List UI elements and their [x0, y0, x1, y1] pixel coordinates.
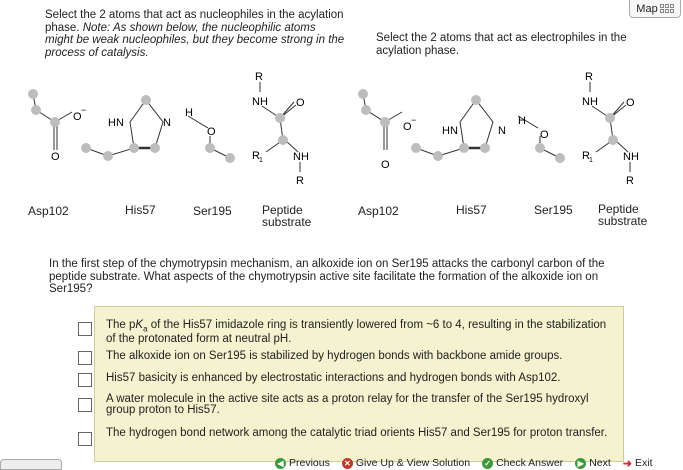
atom-o[interactable]: O: [381, 159, 390, 171]
asp102-left: [28, 89, 86, 163]
atom-dot[interactable]: [28, 89, 38, 99]
atom-dot[interactable]: [275, 113, 285, 123]
option-checkbox[interactable]: [78, 351, 92, 365]
map-button[interactable]: [629, 0, 681, 18]
option-label[interactable]: The alkoxide ion on Ser195 is stabilized by hydrogen bonds with backbone amide groups.: [106, 350, 563, 362]
label-peptide-substrate: Peptide substrate: [598, 202, 648, 228]
label-asp102: Asp102: [358, 204, 399, 218]
atom-dot[interactable]: [31, 105, 41, 115]
label-asp102: Asp102: [28, 204, 69, 218]
atom-dot[interactable]: [278, 135, 288, 145]
atom-nh[interactable]: NH: [623, 151, 639, 163]
atom-n[interactable]: N: [498, 125, 506, 137]
exit-button[interactable]: ➜ Exit: [622, 457, 653, 470]
atom-dot[interactable]: [358, 89, 368, 99]
atom-r1: R: [582, 150, 590, 162]
next-button[interactable]: ▶ Next: [575, 457, 611, 469]
option-label[interactable]: The $pK_a$ of the His57 imidazole ring is transiently lowered from ~6 to 4, resulting in the stabilization of the protonated form at neutral pH.: [106, 319, 607, 346]
label-his57: His57: [125, 203, 156, 217]
atom-dot[interactable]: [433, 151, 443, 161]
give-up-button[interactable]: ✕ Give Up & View Solution: [342, 457, 470, 469]
right-molecule-set: [358, 71, 639, 187]
atom-hn[interactable]: HN: [442, 125, 458, 137]
atom-dot[interactable]: [150, 143, 160, 153]
option-checkbox[interactable]: [78, 373, 92, 387]
atom-dot[interactable]: [608, 135, 618, 145]
atom-nh[interactable]: NH: [293, 151, 309, 163]
answer-options: [68, 306, 626, 462]
close-icon: ✕: [342, 458, 353, 469]
atom-dot[interactable]: [380, 117, 390, 127]
atom-o-minus[interactable]: O: [403, 121, 412, 133]
option-checkbox[interactable]: [78, 432, 92, 446]
atom-r: R: [626, 175, 634, 187]
option-checkbox[interactable]: [78, 322, 92, 336]
option-label[interactable]: His57 basicity is enhanced by electrostatic interactions and hydrogen bonds with Asp102.: [106, 372, 561, 384]
subscript: 1: [259, 157, 263, 164]
molecule-diagram: [0, 60, 683, 230]
ser195-left: [185, 107, 235, 163]
atom-hn[interactable]: HN: [108, 117, 124, 129]
atom-r: R: [585, 71, 593, 83]
atom-dot[interactable]: [480, 143, 490, 153]
atom-nh[interactable]: NH: [252, 96, 268, 108]
atom-dot[interactable]: [225, 153, 235, 163]
atom-dot[interactable]: [129, 143, 139, 153]
atom-o[interactable]: O: [51, 151, 60, 163]
atom-dot[interactable]: [459, 143, 469, 153]
atom-dot[interactable]: [471, 95, 481, 105]
instructions-electrophiles: [376, 32, 656, 57]
atom-r1: R: [252, 150, 260, 162]
label-ser195: Ser195: [193, 204, 232, 218]
atom-dot[interactable]: [555, 153, 565, 163]
label-his57: His57: [456, 203, 487, 217]
map-icon: [660, 4, 674, 13]
atom-dot[interactable]: [50, 117, 60, 127]
atom-dot[interactable]: [141, 95, 151, 105]
atom-r: R: [255, 71, 263, 83]
atom-r: R: [296, 175, 304, 187]
atom-n[interactable]: N: [163, 117, 171, 129]
label-peptide-substrate: Peptide substrate: [262, 203, 312, 229]
subscript: 1: [589, 157, 593, 164]
atom-nh[interactable]: NH: [582, 96, 598, 108]
check-answer-button[interactable]: ✓ Check Answer: [482, 457, 563, 469]
atom-o[interactable]: O: [207, 126, 216, 138]
charge-sign: −: [81, 105, 87, 115]
peptide-left: [252, 71, 309, 187]
instruction-text: Select the 2 atoms that act as nucleophiles in the acylation phase.: [45, 9, 344, 34]
instruction-note: Note: As shown below, the nucleophilic atoms might be weak nucleophiles, but they become strong in the process of catalysis.: [45, 21, 345, 59]
instructions-nucleophiles: [45, 9, 345, 59]
atom-h: H: [185, 107, 193, 119]
atom-dot[interactable]: [535, 143, 545, 153]
charge-sign: −: [411, 115, 417, 125]
atom-o[interactable]: O: [296, 97, 305, 109]
atom-h: H: [518, 115, 526, 127]
atom-dot[interactable]: [411, 143, 421, 153]
option-label[interactable]: The hydrogen bond network among the catalytic triad orients His57 and Ser195 for proton transfer.: [106, 427, 608, 439]
instruction-text: Select the 2 atoms that act as electrophiles in the acylation phase.: [376, 32, 627, 57]
map-label: Map: [636, 2, 658, 15]
atom-o[interactable]: O: [626, 97, 635, 109]
atom-o[interactable]: O: [540, 129, 549, 141]
atom-o-minus[interactable]: O: [73, 111, 82, 123]
label-ser195: Ser195: [534, 203, 573, 217]
previous-button[interactable]: ◀ Previous: [275, 457, 330, 469]
option-checkbox[interactable]: [78, 398, 92, 412]
left-tab[interactable]: [0, 459, 62, 470]
option-label[interactable]: A water molecule in the active site acts as a proton relay for the transfer of the Ser195 hydroxyl group proton to His57.: [106, 393, 589, 416]
atom-dot[interactable]: [81, 143, 91, 153]
check-icon: ✓: [482, 458, 493, 469]
arrow-right-icon: ▶: [575, 458, 586, 469]
his57-left: [81, 95, 171, 161]
atom-dot[interactable]: [361, 105, 371, 115]
question-text: In the first step of the chymotrypsin mechanism, an alkoxide ion on Ser195 attacks the carbonyl carbon of the peptide substrate. What aspects of the chymotrypsin active site facilitate the formation of the alkoxide ion on Ser195?: [49, 258, 605, 295]
atom-dot[interactable]: [605, 113, 615, 123]
exit-icon: ➜: [622, 457, 632, 470]
atom-dot[interactable]: [103, 151, 113, 161]
arrow-left-icon: ◀: [275, 458, 286, 469]
atom-dot[interactable]: [205, 143, 215, 153]
